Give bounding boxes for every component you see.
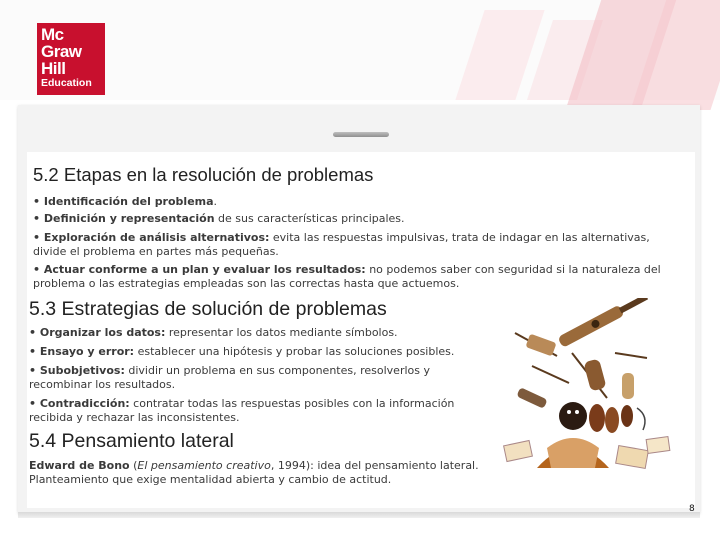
list-item: • Identificación del problema. (33, 195, 218, 208)
list-item: • Definición y representación de sus características principales. (33, 212, 405, 225)
paragraph: Edward de Bono (El pensamiento creativo, 1994): idea del pensamiento lateral. Planteamiento que exige mentalidad abierta y cambio de actitud. (29, 459, 479, 486)
section-title-5-3: 5.3 Estrategias de solución de problemas (29, 298, 387, 320)
decorative-bar (333, 132, 389, 137)
list-item: • Exploración de análisis alternativos: evita las respuestas impulsivas, trata de indagar en las alternativas, divide el problema en partes más pequeñas. (33, 231, 650, 258)
list-item: • Actuar conforme a un plan y evaluar los resultados: no podemos saber con seguridad si la naturaleza del problema o las estrategias empleadas son las correctas hasta que actuemos. (33, 263, 661, 290)
page-number: 8 (689, 504, 695, 514)
list-item: • Ensayo y error: establecer una hipótesis y probar las soluciones posibles. (29, 345, 455, 358)
list-item: • Subobjetivos: dividir un problema en sus componentes, resolverlos y recombinar los resultados. (29, 364, 430, 391)
panel-shadow (18, 512, 700, 518)
musician-with-instruments-illustration (497, 298, 677, 476)
section-title-5-2: 5.2 Etapas en la resolución de problemas (33, 164, 374, 185)
mcgraw-hill-logo: Mc Graw Hill Education (37, 23, 105, 95)
list-item: • Organizar los datos: representar los datos mediante símbolos. (29, 326, 398, 339)
section-title-5-4: 5.4 Pensamiento lateral (29, 430, 234, 452)
list-item: • Contradicción: contratar todas las respuestas posibles con la información recibida y rechazar las inconsistentes. (29, 397, 455, 424)
